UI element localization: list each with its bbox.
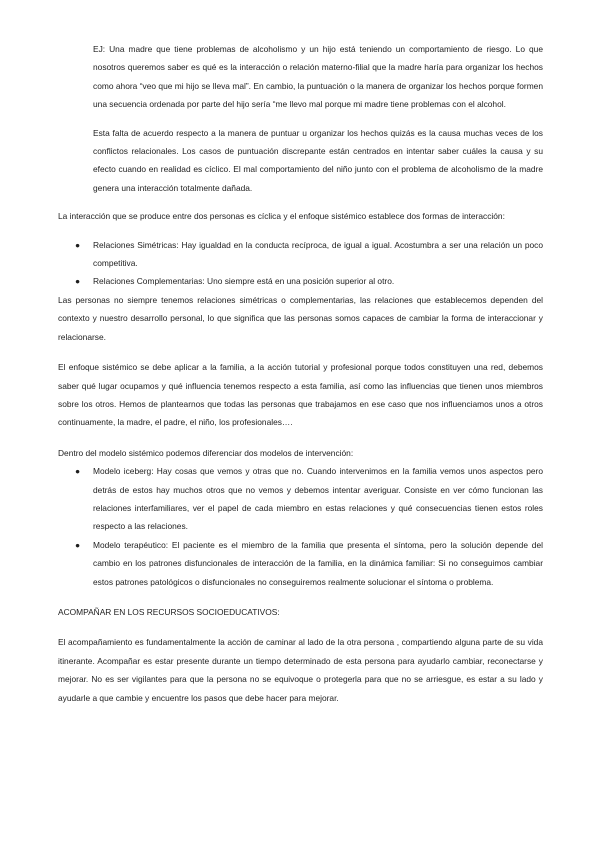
list-item: [58, 536, 543, 591]
relations-paragraph: Las personas no siempre tenemos relaciones simétricas o complementarias, las relaciones que establecemos dependen del contexto y nuestro desarrollo personal, lo que significa que las personas somos capaces de cambiar la forma de interaccionar y relacionarse.: [58, 294, 543, 342]
models-list: [58, 462, 543, 591]
bullet-icon: ●: [75, 276, 81, 287]
section-heading: ACOMPAÑAR EN LOS RECURSOS SOCIOEDUCATIVOS:: [58, 606, 280, 617]
list-item: [58, 272, 543, 290]
example-paragraph: EJ: Una madre que tiene problemas de alcoholismo y un hijo está teniendo un comportamiento de riesgo. Lo que nosotros queremos saber es qué es la interacción o relación materno-filial que la madre haría para organizar los hechos como ahora “veo que mi hijo se lleva mal”. En cambio, la puntuación o la manera de organizar los hechos porque formen una secuencia ordenada por parte del hijo sería “me llevo mal porque mi madre tiene problemas con el alcohol.: [93, 44, 543, 110]
bullet-icon: ●: [75, 539, 81, 550]
list-item-text: Modelo terapéutico: El paciente es el miembro de la familia que presenta el síntoma, pero la solución depende del cambio en los patrones disfuncionales de interacción de la familia, en la dinámica familiar: Si no conseguimos cambiar estos patrones patológicos o disfuncionales no conseguiremos realmente solucionar el síntoma o problema.: [93, 539, 543, 587]
models-intro: Dentro del modelo sistémico podemos diferenciar dos modelos de intervención:: [58, 447, 354, 458]
systemic-paragraph: El enfoque sistémico se debe aplicar a la familia, a la acción tutorial y profesional porque todos constituyen una red, debemos saber qué lugar ocupamos y qué influencia tenemos respecto a esta familia, así como las influencias que tienen unos miembros sobre los otros. Hemos de plantearnos que todas las personas que trabajamos en ese caso que nos influenciamos unos a otros continuamente, la madre, el padre, el niño, los profesionales….: [58, 362, 543, 428]
list-item-text: Modelo iceberg: Hay cosas que vemos y otras que no. Cuando intervenimos en la familia vemos unos aspectos pero detrás de estos hay muchos otros que no vemos y debemos intentar averiguar. Consiste en ver cómo funcionan las relaciones interfamiliares, ver el papel de cada miembro en estas relaciones y qué consecuencias tienen estos roles respecto a las relaciones.: [93, 466, 543, 532]
interaction-types-list: [58, 236, 543, 291]
list-item-text: Relaciones Simétricas: Hay igualdad en la conducta recíproca, de igual a igual. Acostumbra a ser una relación un poco competitiva.: [93, 239, 543, 269]
list-item: [58, 236, 543, 273]
disagreement-paragraph: Esta falta de acuerdo respecto a la manera de puntuar u organizar los hechos quizás es la causa muchas veces de los conflictos relacionales. Los casos de puntuación discrepante están centrados en intentar saber cuáles la causa y su efecto cuando en realidad es cíclico. El mal comportamiento del niño junto con el problema de alcoholismo de la madre genera una interacción totalmente dañada.: [93, 127, 543, 193]
interaction-intro: La interacción que se produce entre dos personas es cíclica y el enfoque sistémico establece dos formas de interacción:: [58, 211, 505, 222]
list-item: [58, 462, 543, 536]
list-item-text: Relaciones Complementarias: Uno siempre está en una posición superior al otro.: [93, 276, 395, 287]
bullet-icon: ●: [75, 239, 81, 250]
bullet-icon: ●: [75, 466, 81, 477]
accompany-paragraph: El acompañamiento es fundamentalmente la acción de caminar al lado de la otra persona , compartiendo alguna parte de su vida itinerante. Acompañar es estar presente durante un tiempo determinado de esta persona para ayudarlo cambiar, reconectarse y mejorar. No es ser vigilantes para que la persona no se equivoque o protegerla para que no se arriesgue, es estar a su lado y ayudarle a que cambie y encuentre los pasos que debe hacer para mejorar.: [58, 637, 543, 703]
